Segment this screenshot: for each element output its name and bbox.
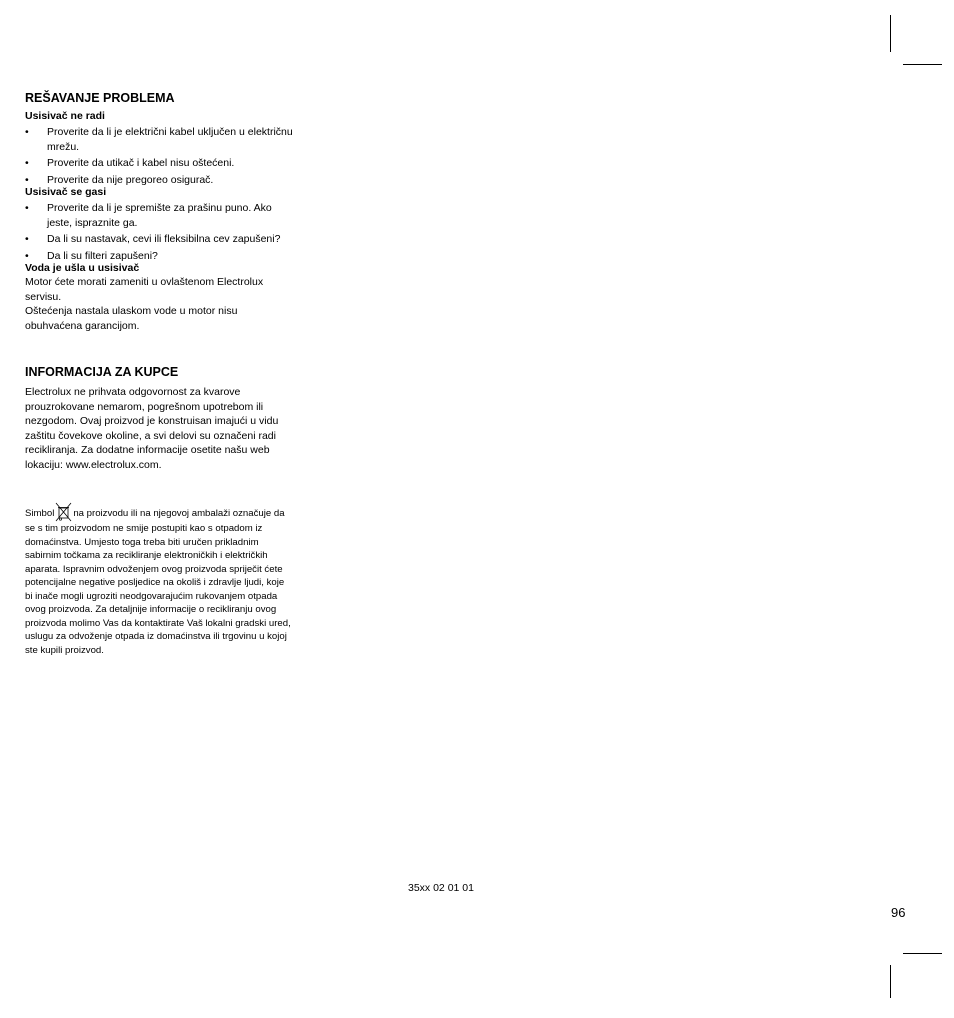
subheading-water-entered: Voda je ušla u usisivač: [25, 262, 140, 274]
water-text-motor: Motor ćete morati zameniti u ovlaštenom Electrolux servisu.: [25, 276, 264, 303]
recycling-section: [25, 502, 293, 657]
customer-info-text: Electrolux ne prihvata odgovornost za kvarove prouzrokovane nemarom, pogrešnom upotrebom ili nezgodom. Ovaj proizvod je konstruisan imajući u vidu zaštitu čovekove okoline, a svi delovi su označeni radi recikliranja. Za dodatne informacije osetite našu web lokaciju: www.electrolux.com.: [25, 386, 279, 471]
troubleshooting-section: [25, 90, 295, 333]
crossed-out-wheelie-bin-icon: [55, 502, 72, 522]
not-working-list: [25, 125, 295, 187]
crop-mark-bottom-horizontal: [903, 953, 942, 954]
switches-off-list: [25, 201, 295, 263]
list-item: • Da li su filteri zapušeni?: [25, 249, 158, 262]
customer-info-section: [25, 364, 295, 472]
document-code: 35xx 02 01 01: [408, 882, 474, 894]
page-number: 96: [891, 905, 906, 920]
list-item: • Da li su nastavak, cevi ili fleksibilna cev zapušeni?: [25, 233, 281, 245]
subheading-not-working: Usisivač ne radi: [25, 110, 105, 122]
subheading-switches-off: Usisivač se gasi: [25, 186, 107, 198]
crop-mark-top-horizontal: [903, 64, 942, 65]
recycling-text-before: Simbol: [25, 508, 55, 519]
crop-mark-top-vertical: [890, 15, 891, 52]
list-item: • Proverite da li je električni kabel uključen u električnu mrežu.: [25, 126, 293, 153]
list-item: • Proverite da utikač i kabel nisu oštećeni.: [25, 157, 235, 169]
water-text-warranty: Oštećenja nastala ulaskom vode u motor nisu obuhvaćena garancijom.: [25, 305, 238, 332]
list-item: • Proverite da nije pregoreo osigurač.: [25, 173, 214, 186]
troubleshooting-title: REŠAVANJE PROBLEMA: [25, 91, 175, 105]
recycling-text: na proizvodu ili na njegovoj ambalaži označuje da se s tim proizvodom ne smije postupiti kao s otpadom iz domaćinstva. Umjesto toga treba biti uručen prikladnim sabirnim točkama za recikliranje elektroničkih i električkih aparata. Ispravnim odvoženjem ovog proizvoda spriječit ćete potencijalne negative posljedice na okoliš i zdravlje ljudi, koje bi inače mogli ugroziti neodgovarajućim rukovanjem otpada ovog proizvoda. Za detaljnije informacije o recikliranju ovog proizvoda molimo Vas da kontaktirate Vaš lokalni gradski ured, uslugu za odvoženje otpada iz domaćinstva ili trgovinu u kojoj ste kupili proizvod.: [25, 508, 291, 656]
crop-mark-bottom-vertical: [890, 965, 891, 998]
customer-info-title: INFORMACIJA ZA KUPCE: [25, 365, 179, 379]
list-item: • Proverite da li je spremište za prašinu puno. Ako jeste, ispraznite ga.: [25, 202, 272, 229]
